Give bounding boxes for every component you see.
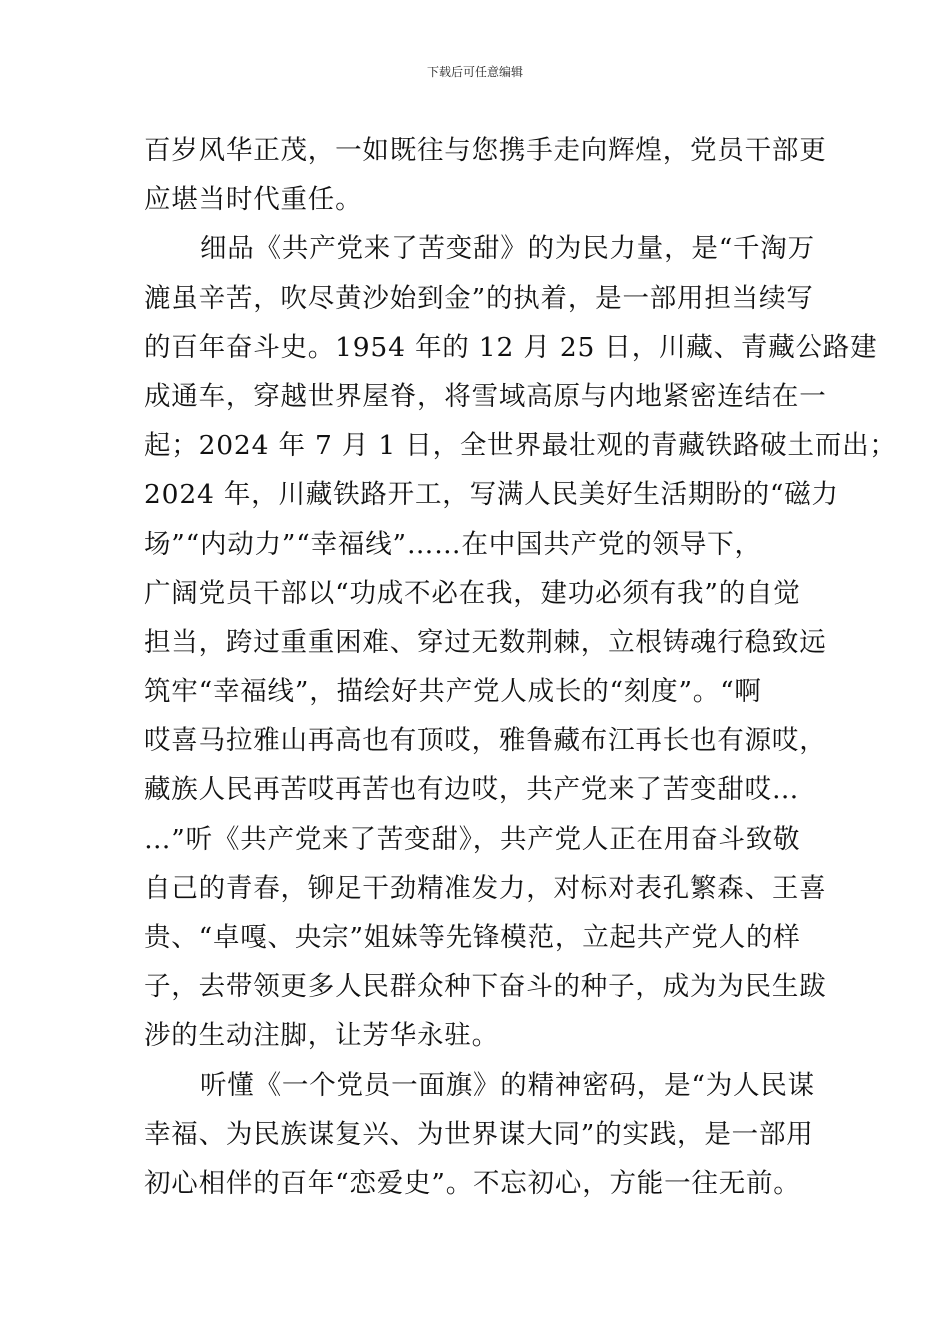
text-line-19: 涉的生动注脚，让芳华永驻。 bbox=[144, 1020, 499, 1052]
text-line-13: 哎喜马拉雅山再高也有顶哎，雅鲁藏布江再长也有源哎， bbox=[144, 725, 827, 757]
text-line-21: 幸福、为民族谋复兴、为世界谋大同”的实践，是一部用 bbox=[144, 1118, 814, 1150]
text-line-6: 成通车，穿越世界屋脊，将雪域高原与内地紧密连结在一 bbox=[144, 380, 827, 412]
text-line-7: 起；2024 年 7 月 1 日，全世界最壮观的青藏铁路破土而出； bbox=[144, 430, 897, 462]
text-line-3: 细品《共产党来了苦变甜》的为民力量，是“千淘万 bbox=[200, 233, 815, 265]
text-line-18: 子，去带领更多人民群众种下奋斗的种子，成为为民生跋 bbox=[144, 971, 827, 1003]
text-line-4: 漉虽辛苦，吹尽黄沙始到金”的执着，是一部用担当续写 bbox=[144, 282, 814, 314]
text-line-15: …”听《共产党来了苦变甜》，共产党人正在用奋斗致敬 bbox=[144, 823, 801, 855]
text-line-20: 听懂《一个党员一面旗》的精神密码，是“为人民谋 bbox=[200, 1069, 815, 1101]
text-line-22: 初心相伴的百年“恋爱史”。不忘初心，方能一往无前。 bbox=[144, 1167, 801, 1199]
text-line-12: 筑牢“幸福线”，描绘好共产党人成长的“刻度”。“啊 bbox=[144, 676, 762, 708]
text-line-5: 的百年奋斗史。1954 年的 12 月 25 日，川藏、青藏公路建 bbox=[144, 331, 878, 363]
page-header: 下载后可任意编辑 bbox=[426, 65, 523, 79]
text-line-11: 担当，跨过重重困难、穿过无数荆棘，立根铸魂行稳致远 bbox=[144, 626, 827, 658]
text-line-8: 2024 年，川藏铁路开工，写满人民美好生活期盼的“磁力 bbox=[144, 479, 839, 511]
text-line-14: 藏族人民再苦哎再苦也有边哎，共产党来了苦变甜哎… bbox=[144, 774, 800, 806]
text-line-1: 百岁风华正茂，一如既往与您携手走向辉煌，党员干部更 bbox=[144, 135, 827, 166]
text-line-9: 场”“内动力”“幸福线”……在中国共产党的领导下， bbox=[144, 528, 762, 560]
text-line-17: 贵、“卓嘎、央宗”姐妹等先锋模范，立起共产党人的样 bbox=[144, 922, 801, 953]
document-body bbox=[144, 126, 897, 1208]
text-line-16: 自己的青春，铆足干劲精准发力，对标对表孔繁森、王喜 bbox=[144, 872, 827, 904]
text-line-2: 应堪当时代重任。 bbox=[144, 184, 363, 216]
text-line-10: 广阔党员干部以“功成不必在我，建功必须有我”的自觉 bbox=[144, 577, 801, 609]
